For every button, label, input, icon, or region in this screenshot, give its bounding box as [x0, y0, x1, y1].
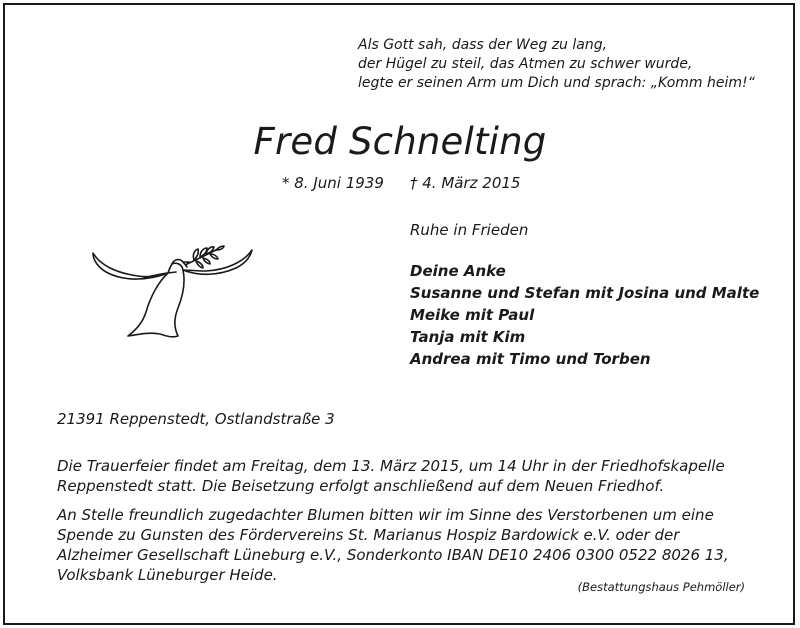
rest-in-peace: Ruhe in Frieden [410, 221, 529, 239]
donation-notice [57, 505, 767, 585]
mourner-entry: Andrea mit Timo und Torben [410, 350, 651, 368]
funeral-notice-line: Reppenstedt statt. Die Beisetzung erfolgt anschließend auf dem Neuen Friedhof. [57, 477, 665, 495]
mourner-entry: Tanja mit Kim [410, 328, 526, 346]
donation-notice-line: Volksbank Lüneburger Heide. [57, 566, 278, 584]
mourners-list [410, 260, 759, 370]
dove-with-olive-branch-icon [88, 240, 258, 345]
address: 21391 Reppenstedt, Ostlandstraße 3 [57, 410, 335, 428]
funeral-notice [57, 456, 757, 496]
donation-notice-line: An Stelle freundlich zugedachter Blumen bitten wir im Sinne des Verstorbenen um eine [57, 506, 714, 524]
poem-line: legte er seinen Arm um Dich und sprach: „Komm heim!“ [358, 75, 755, 91]
poem-line: Als Gott sah, dass der Weg zu lang, [358, 37, 608, 53]
donation-notice-line: Alzheimer Gesellschaft Lüneburg e.V., Sonderkonto IBAN DE10 2406 0300 0522 8026 13, [57, 546, 729, 564]
funeral-notice-line: Die Trauerfeier findet am Freitag, dem 13. März 2015, um 14 Uhr in der Friedhofskapelle [57, 457, 725, 475]
mourner-entry: Deine Anke [410, 262, 506, 280]
mourner-entry: Susanne und Stefan mit Josina und Malte [410, 284, 760, 302]
deceased-name: Fred Schnelting [253, 120, 547, 163]
death-date: † 4. März 2015 [410, 174, 521, 192]
donation-notice-line: Spende zu Gunsten des Fördervereins St. Marianus Hospiz Bardowick e.V. oder der [57, 526, 680, 544]
poem [358, 36, 778, 93]
birth-date: * 8. Juni 1939 [282, 174, 384, 192]
poem-line: der Hügel zu steil, das Atmen zu schwer wurde, [358, 56, 693, 72]
undertaker-credit: (Bestattungshaus Pehmöller) [577, 580, 745, 594]
mourner-entry: Meike mit Paul [410, 306, 535, 324]
